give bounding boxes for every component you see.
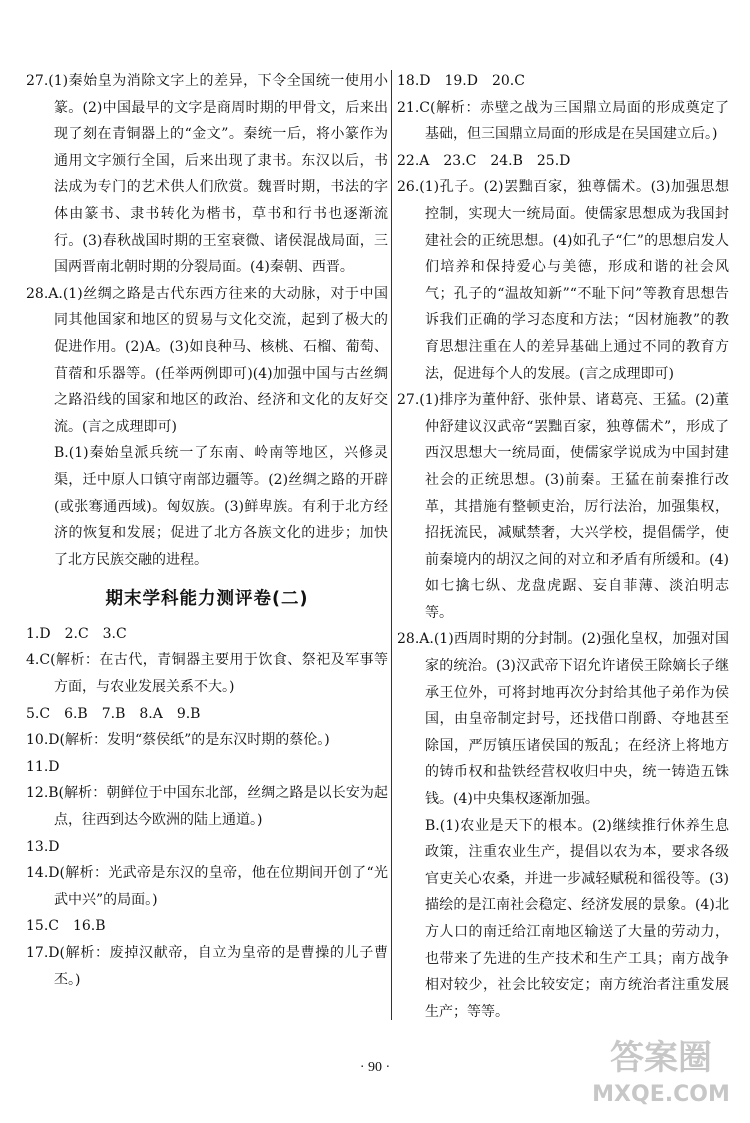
answer-line: 5.C 6.B 7.B 8.A 9.B: [26, 705, 201, 722]
right-column: [397, 68, 729, 1025]
answer-line: 13.D: [26, 838, 60, 855]
answer-line: 1.D 2.C 3.C: [26, 625, 127, 642]
watermark-main: 答案圈: [610, 1038, 712, 1078]
answer-line: 12.B(解析：朝鲜位于中国东北部，丝绸之路是以长安为起点，往西到达今欧洲的陆上通道。): [26, 785, 388, 829]
answer-line: 11.D: [26, 758, 60, 775]
answer-line: 21.C(解析：赤壁之战为三国鼎立局面的形成奠定了基础，但三国鼎立局面的形成是在吴国建立后。): [397, 99, 729, 143]
section-title: 期末学科能力测评卷(二): [105, 589, 309, 610]
answer-line: 18.D 19.D 20.C: [397, 73, 525, 89]
answer-28a-right: 28.A.(1)西周时期的分封制。(2)强化皇权，加强对国家的统治。(3)汉武帝下诏允许诸侯王除嫡长子继承王位外，可将封地再次分封给其他子弟作为侯国，由皇帝制定封号，还找借口削爵、夺地甚至除国，严厉镇压诸侯国的叛乱；在经济上将地方的铸币权和盐铁经营权收归中央，统一铸造五铢钱。(4)中央集权逐渐加强。: [397, 631, 729, 808]
left-column: [26, 68, 388, 993]
page-number: · 90 ·: [359, 1060, 391, 1075]
answer-27: 27.(1)秦始皇为消除文字上的差异，下令全国统一使用小篆。(2)中国最早的文字是商周时期的甲骨文，后来出现了刻在青铜器上的“金文”。秦统一后，将小篆作为通用文字颁行全国，后来出现了隶书。东汉以后，书法成为专门的艺术供人们欣赏。魏晋时期，书法的字体由篆书、隶书转化为楷书，草书和行书也逐渐流行。(3)春秋战国时期的王室衰微、诸侯混战局面，三国两晋南北朝时期的分裂局面。(4)秦朝、西晋。: [26, 73, 388, 276]
answer-line: 22.A 23.C 24.B 25.D: [397, 152, 571, 169]
watermark-logo: [586, 1021, 736, 1111]
answer-28b: B.(1)秦始皇派兵统一了东南、岭南等地区，兴修灵渠，迁中原人口镇守南部边疆等。(2)丝绸之路的开辟(或张骞通西域)。匈奴族。(3)鲜卑族。有利于北方经济的恢复和发展；促进了北方各族文化的进步；加快了北方民族交融的进程。: [54, 445, 388, 568]
answer-26: 26.(1)孔子。(2)罢黜百家，独尊儒术。(3)加强思想控制，实现大一统局面。使儒家思想成为我国封建社会的正统思想。(4)如孔子“仁”的思想启发人们培养和保持爱心与美德，形成和谐的社会风气；孔子的“温故知新”“不耻下问”等教育思想告诉我们正确的学习态度和方法；“因材施教”的教育思想注重在人的差异基础上通过不同的教育方法，促进每个人的发展。(言之成理即可): [397, 179, 729, 382]
answer-28b-right: B.(1)农业是天下的根本。(2)继续推行休养生息政策，注重农业生产，提倡以农为本，要求各级官吏关心农桑，并进一步减轻赋税和徭役等。(3)描绘的是江南社会稳定、经济发展的景象。(4)北方人口的南迁给江南地区输送了大量的劳动力，也带来了先进的生产技术和生产工具；南方战争相对较少，社会比较安定；南方统治者注重发展生产；等等。: [425, 817, 729, 1020]
answer-line: 10.D(解析：发明“蔡侯纸”的是东汉时期的蔡伦。): [26, 732, 330, 749]
answer-line: 17.D(解析：废掉汉献帝，自立为皇帝的是曹操的儿子曹丕。): [26, 945, 388, 988]
answer-line: 14.D(解析：光武帝是东汉的皇帝，他在位期间开创了“光武中兴”的局面。): [26, 865, 388, 908]
column-divider: [391, 70, 392, 1020]
answer-27-right: 27.(1)排序为董仲舒、张仲景、诸葛亮、王猛。(2)董仲舒建议汉武帝“罢黜百家，独尊儒术”，形成了西汉思想大一统局面，使儒家学说成为中国封建社会的正统思想。(3)前秦。王猛在前秦推行改革，其措施有整顿吏治，厉行法治，加强集权，招抚流民，减赋禁奢，大兴学校，提倡儒学，使前秦境内的胡汉之间的对立和矛盾有所缓和。(4)如七擒七纵、龙盘虎踞、妄自菲薄、淡泊明志等。: [397, 392, 729, 621]
answer-line: 4.C(解析：在古代，青铜器主要用于饮食、祭祀及军事等方面，与农业发展关系不大。): [26, 652, 388, 696]
answer-28a: 28.A.(1)丝绸之路是古代东西方往来的大动脉，对于中国同其他国家和地区的贸易与文化交流，起到了极大的促进作用。(2)A。(3)如良种马、核桃、石榴、葡萄、苜蓿和乐器等。(任举两例即可)(4)加强中国与古丝绸之路沿线的国家和地区的政治、经济和文化的友好交流。(言之成理即可): [26, 285, 388, 435]
watermark-sub: MXQE.COM: [592, 1082, 730, 1107]
answer-line: 15.C 16.B: [26, 918, 106, 935]
